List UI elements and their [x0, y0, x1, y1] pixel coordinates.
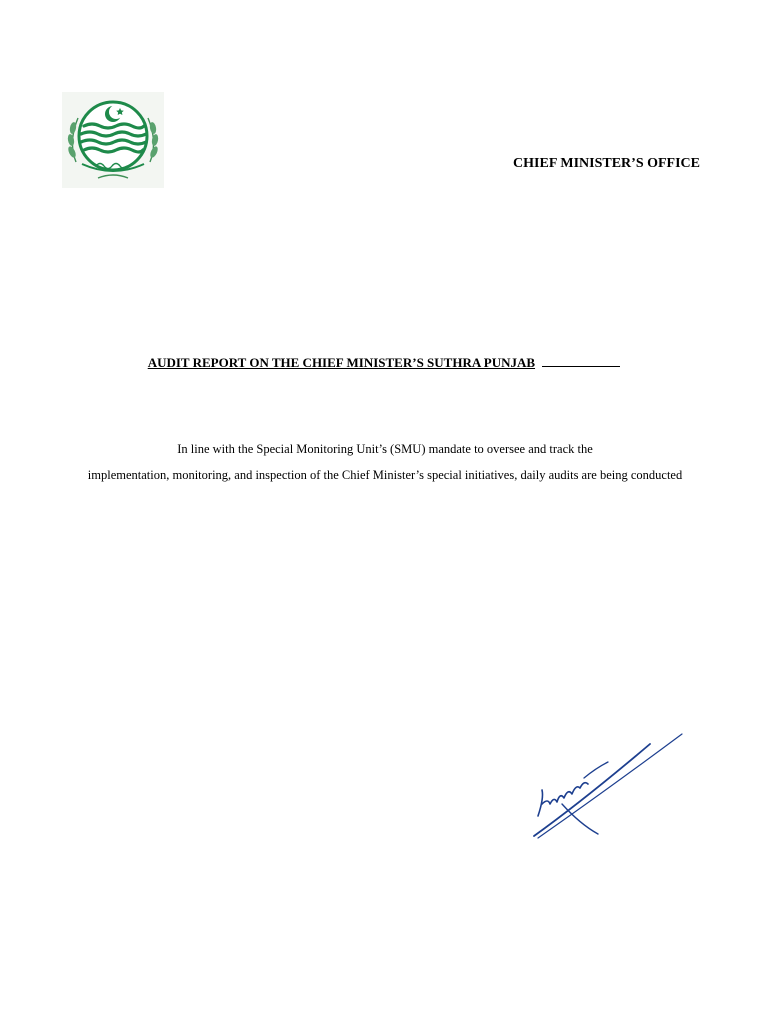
office-title: CHIEF MINISTER’S OFFICE	[513, 156, 700, 171]
paragraph-line-2: implementation, monitoring, and inspection of the Chief Minister’s special initiatives, daily audits are being conducted	[87, 468, 683, 482]
report-paragraph	[40, 436, 730, 488]
signature-icon	[524, 718, 688, 846]
report-title	[0, 354, 768, 371]
paragraph-line-1: In line with the Special Monitoring Unit’s (SMU) mandate to oversee and track the	[177, 442, 593, 456]
title-blank-line	[542, 354, 620, 367]
report-title-text: AUDIT REPORT ON THE CHIEF MINISTER’S SUTHRA PUNJAB	[147, 355, 536, 370]
punjab-emblem-logo	[62, 92, 164, 188]
